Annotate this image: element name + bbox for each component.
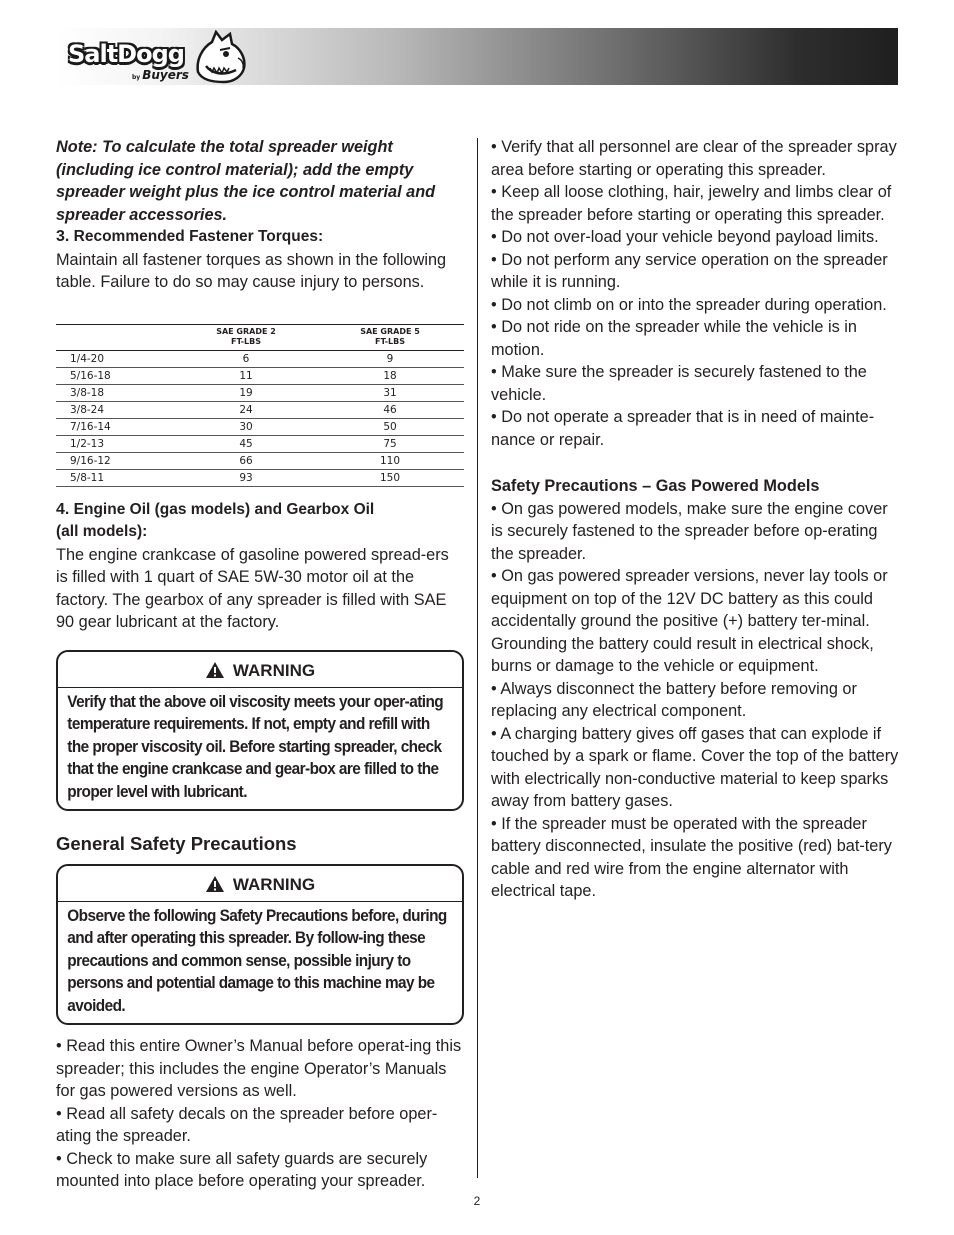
grade5-line2: FT-LBS: [374, 336, 406, 346]
warning-body: Observe the following Safety Precautions before, during and after operating this spreader. By follow-ing these precautions and common sense, possible injury to persons and potential damage to this machine may be avoided.: [67, 906, 447, 1015]
fastener-size-cell: 5/16-18: [56, 367, 176, 384]
fastener-size-cell: 3/8-18: [56, 384, 176, 401]
column-divider: [477, 138, 478, 1178]
grade5-torque-cell: 50: [316, 418, 464, 435]
safety-warning-box: [56, 864, 464, 1026]
grade2-torque-cell: 11: [176, 367, 316, 384]
grade2-torque-cell: 30: [176, 418, 316, 435]
gas-safety-heading: Safety Precautions – Gas Powered Models: [491, 477, 820, 495]
grade5-torque-cell: 75: [316, 435, 464, 452]
table-row: [56, 350, 464, 367]
grade5-torque-cell: 110: [316, 452, 464, 469]
fastener-size-cell: 7/16-14: [56, 418, 176, 435]
list-item: • Do not operate a spreader that is in need of mainte-nance or repair.: [491, 408, 875, 449]
left-column: [56, 136, 464, 1193]
grade2-torque-cell: 19: [176, 384, 316, 401]
list-item: • A charging battery gives off gases that can explode if touched by a spark or flame. Cover the top of the battery with electrically non-conductive material to keep sparks away from battery gases.: [491, 724, 899, 810]
list-item: • Keep all loose clothing, hair, jewelry and limbs clear of the spreader before starting or operating this spreader.: [491, 183, 892, 224]
grade2-torque-cell: 6: [176, 350, 316, 367]
warning-body: Verify that the above oil viscosity meets your oper-ating temperature requirements. If not, empty and refill with the proper viscosity oil. Before starting spreader, check that the engine crankcase and gear-box are filled to the proper level with lubricant.: [67, 692, 444, 801]
fastener-size-cell: 5/8-11: [56, 469, 176, 486]
list-item: • On gas powered spreader versions, never lay tools or equipment on top of the 12V DC battery as this could accidentally ground the positive (+) battery ter-minal. Grounding the battery could result in electrical shock, burns or damage to the vehicle or equipment.: [491, 567, 888, 675]
saltdogg-logo: [64, 30, 254, 86]
grade5-torque-cell: 9: [316, 350, 464, 367]
logo-brand: SaltDogg: [68, 40, 184, 68]
table-row: [56, 401, 464, 418]
table-header-row: [56, 324, 464, 350]
table-header-grade2: [176, 324, 316, 350]
grade5-line1: SAE GRADE 5: [360, 326, 420, 336]
table-row: [56, 418, 464, 435]
grade2-torque-cell: 45: [176, 435, 316, 452]
fastener-torque-table: [56, 324, 464, 487]
logo-by-buyers: by Buyers: [132, 68, 189, 82]
right-column: [491, 136, 899, 903]
list-item: • On gas powered models, make sure the engine cover is securely fastened to the spreader before op-erating the spreader.: [491, 499, 888, 563]
list-item: • Read all safety decals on the spreader before oper-ating the spreader.: [56, 1104, 438, 1145]
list-item: • Do not ride on the spreader while the vehicle is in motion.: [491, 318, 857, 359]
general-safety-heading: General Safety Precautions: [56, 833, 297, 854]
table-header-size: [56, 324, 176, 350]
list-item: • Check to make sure all safety guards are securely mounted into place before operating your spreader.: [56, 1149, 428, 1190]
list-item: • Do not over-load your vehicle beyond payload limits.: [491, 228, 879, 246]
grade2-torque-cell: 24: [176, 401, 316, 418]
grade2-line2: FT-LBS: [230, 336, 262, 346]
grade2-torque-cell: 66: [176, 452, 316, 469]
list-item: • Do not perform any service operation on the spreader while it is running.: [491, 250, 888, 291]
warning-header: WARNING: [58, 652, 462, 688]
list-item: • Make sure the spreader is securely fastened to the vehicle.: [491, 363, 867, 404]
fastener-size-cell: 3/8-24: [56, 401, 176, 418]
table-row: [56, 384, 464, 401]
grade5-torque-cell: 18: [316, 367, 464, 384]
oil-warning-box: [56, 650, 464, 812]
list-item: • Read this entire Owner’s Manual before operat-ing this spreader; this includes the engine Operator’s Manuals for gas powered versions as well.: [56, 1037, 462, 1100]
grade5-torque-cell: 150: [316, 469, 464, 486]
table-row: [56, 367, 464, 384]
section-3-body: Maintain all fastener torques as shown in the following table. Failure to do so may cause injury to persons.: [56, 250, 447, 291]
table-row: [56, 452, 464, 469]
fastener-size-cell: 9/16-12: [56, 452, 176, 469]
section-4-body: The engine crankcase of gasoline powered spread-ers is filled with 1 quart of SAE 5W-30 motor oil at the factory. The gearbox of any spreader is filled with SAE 90 gear lubricant at the factory.: [56, 545, 449, 631]
list-item: • Always disconnect the battery before removing or replacing any electrical component.: [491, 679, 857, 720]
weight-note: Note: To calculate the total spreader weight (including ice control material); add the empty spreader weight plus the ice control material and spreader accessories.: [56, 138, 436, 224]
fastener-size-cell: 1/2-13: [56, 435, 176, 452]
list-item: • Do not climb on or into the spreader during operation.: [491, 295, 887, 314]
dog-mascot-icon: [190, 30, 250, 84]
table-header-grade5: [316, 324, 464, 350]
warning-triangle-icon: [205, 661, 225, 679]
table-row: [56, 435, 464, 452]
fastener-size-cell: 1/4-20: [56, 350, 176, 367]
section-4-heading: 4. Engine Oil (gas models) and Gearbox Oil (all models):: [56, 500, 375, 540]
section-3-heading: 3. Recommended Fastener Torques:: [56, 228, 324, 245]
grade2-torque-cell: 93: [176, 469, 316, 486]
list-item: • If the spreader must be operated with the spreader battery disconnected, insulate the positive (red) bat-tery cable and red wire from the engine alternator with electrical tape.: [491, 814, 892, 900]
page-number: 2: [473, 1194, 481, 1208]
grade5-torque-cell: 31: [316, 384, 464, 401]
table-row: [56, 469, 464, 486]
warning-header: WARNING: [58, 866, 462, 902]
warning-triangle-icon: [205, 875, 225, 893]
grade5-torque-cell: 46: [316, 401, 464, 418]
grade2-line1: SAE GRADE 2: [216, 326, 276, 336]
list-item: • Verify that all personnel are clear of the spreader spray area before starting or operating this spreader.: [491, 138, 897, 179]
